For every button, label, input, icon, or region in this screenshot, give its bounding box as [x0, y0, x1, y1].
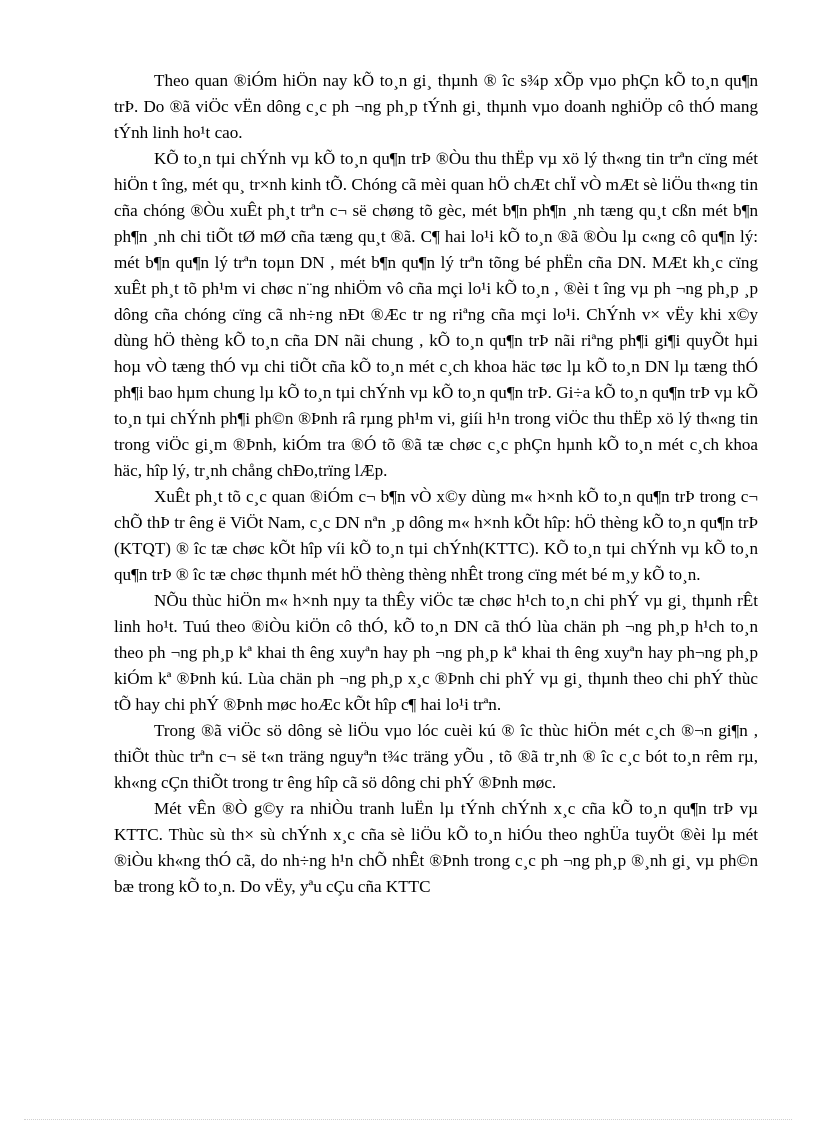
paragraph-6: Mét vÊn ®Ò g©y ra nhiÒu tranh luËn lµ tÝnh chÝnh x¸c cña kÕ to¸n qu¶n trÞ vµ KTTC. Thùc sù th× sù chÝnh x¸c cña sè liÖu kÕ to¸n hiÓu theo nghÜa tuyÖt ®èi lµ mét ®iÒu kh«ng thÓ cã, do nh÷ng h¹n chÕ nhÊt ®Þnh trong c¸c ph ¬ng ph¸p ®¸nh gi¸ vµ ph©n bæ trong kÕ to¸n. Do vËy, yªu cÇu cña KTTC — [114, 799, 758, 896]
page-bottom-divider — [24, 1119, 792, 1120]
paragraph-3: XuÊt ph¸t tõ c¸c quan ®iÓm c¬ b¶n vÒ x©y dùng m« h×nh kÕ to¸n qu¶n trÞ trong c¬ chÕ thÞ tr êng ë ViÖt Nam, c¸c DN nªn ¸p dông m« h×nh kÕt hîp: hÖ thèng kÕ to¸n qu¶n trÞ (KTQT) ® îc tæ chøc kÕt hîp víi kÕ to¸n tµi chÝnh(KTTC). KÕ to¸n tµi chÝnh vµ kÕ to¸n qu¶n trÞ ® îc tæ chøc thµnh mét hÖ thèng thèng nhÊt trong cïng mét bé m¸y kÕ to¸n. — [114, 487, 758, 584]
document-body — [114, 68, 758, 900]
paragraph-4: NÕu thùc hiÖn m« h×nh nµy ta thÊy viÖc tæ chøc h¹ch to¸n chi phÝ vµ gi¸ thµnh rÊt linh ho¹t. Tuú theo ®iÒu kiÖn cô thÓ, kÕ to¸n DN cã thÓ lùa chän ph ¬ng ph¸p h¹ch to¸n theo ph ¬ng ph¸p kª khai th êng xuyªn hay ph ¬ng ph¸p kª khai th êng xuyªn hay ph¬ng ph¸p kiÓm kª ®Þnh kú. Lùa chän ph ¬ng ph¸p x¸c ®Þnh chi phÝ vµ gi¸ thµnh theo chi phÝ thùc tÕ hay chi phÝ ®Þnh møc hoÆc kÕt hîp c¶ hai lo¹i trªn. — [114, 591, 758, 714]
paragraph-2: KÕ to¸n tµi chÝnh vµ kÕ to¸n qu¶n trÞ ®Òu thu thËp vµ xö lý th«ng tin trªn cïng mét hiÖn t îng, mét qu¸ tr×nh kinh tÕ. Chóng cã mèi quan hÖ chÆt chÏ vÒ mÆt sè liÖu th«ng tin cña chóng ®Òu xuÊt ph¸t trªn c¬ së chøng tõ gèc, mét b¶n ph¶n ¸nh tæng qu¸t cßn mét b¶n ph¶n ¸nh chi tiÕt tØ mØ cña tæng qu¸t ®ã. C¶ hai lo¹i kÕ to¸n ®ã ®Òu lµ c«ng cô qu¶n lý: mét b¶n qu¶n lý trªn toµn DN , mét b¶n qu¶n lý trªn tõng bé phËn cña DN. MÆt kh¸c cïng xuÊt ph¸t tõ ph¹m vi chøc n¨ng nhiÖm vô cña mçi lo¹i kÕ to¸n , ®èi t îng vµ ph ¬ng ph¸p ¸p dông cña chóng cïng cã nh÷ng nÐt ®Æc tr ng riªng cña mçi lo¹i. ChÝnh v× vËy khi x©y dùng hÖ thèng kÕ to¸n cña DN nãi chung , kÕ to¸n qu¶n trÞ nãi riªng ph¶i gi¶i quyÕt hµi hoµ vÒ tæng thÓ vµ chi tiÕt cña kÕ to¸n mét c¸ch khoa häc tøc lµ kÕ to¸n DN lµ tæng thÓ ph¶i bao hµm chung lµ kÕ to¸n tµi chÝnh vµ kÕ to¸n qu¶n trÞ. Gi÷a kÕ to¸n qu¶n trÞ vµ kÕ to¸n tµi chÝnh ph¶i ph©n ®Þnh râ rµng ph¹m vi, giíi h¹n trong viÖc thu thËp xö lý th«ng tin trong viÖc gi¸m ®Þnh, kiÓm tra ®Ó tõ ®ã tæ chøc c¸c phÇn hµnh kÕ to¸n mét c¸ch khoa häc, hîp lý, tr¸nh chång chÐo,trïng lÆp. — [114, 149, 758, 480]
paragraph-1: Theo quan ®iÓm hiÖn nay kÕ to¸n gi¸ thµnh ® îc s¾p xÕp vµo phÇn kÕ to¸n qu¶n trÞ. Do ®ã viÖc vËn dông c¸c ph ¬ng ph¸p tÝnh gi¸ thµnh vµo doanh nghiÖp cô thÓ mang tÝnh linh ho¹t cao. — [114, 71, 758, 142]
paragraph-5: Trong ®ã viÖc sö dông sè liÖu vµo lóc cuèi kú ® îc thùc hiÖn mét c¸ch ®¬n gi¶n , thiÕt thùc trªn c¬ së t«n träng nguyªn t¾c träng yÕu , tõ ®ã tr¸nh ® îc c¸c bót to¸n rêm rµ, kh«ng cÇn thiÕt trong tr êng hîp cã sö dông chi phÝ ®Þnh møc. — [114, 721, 758, 792]
